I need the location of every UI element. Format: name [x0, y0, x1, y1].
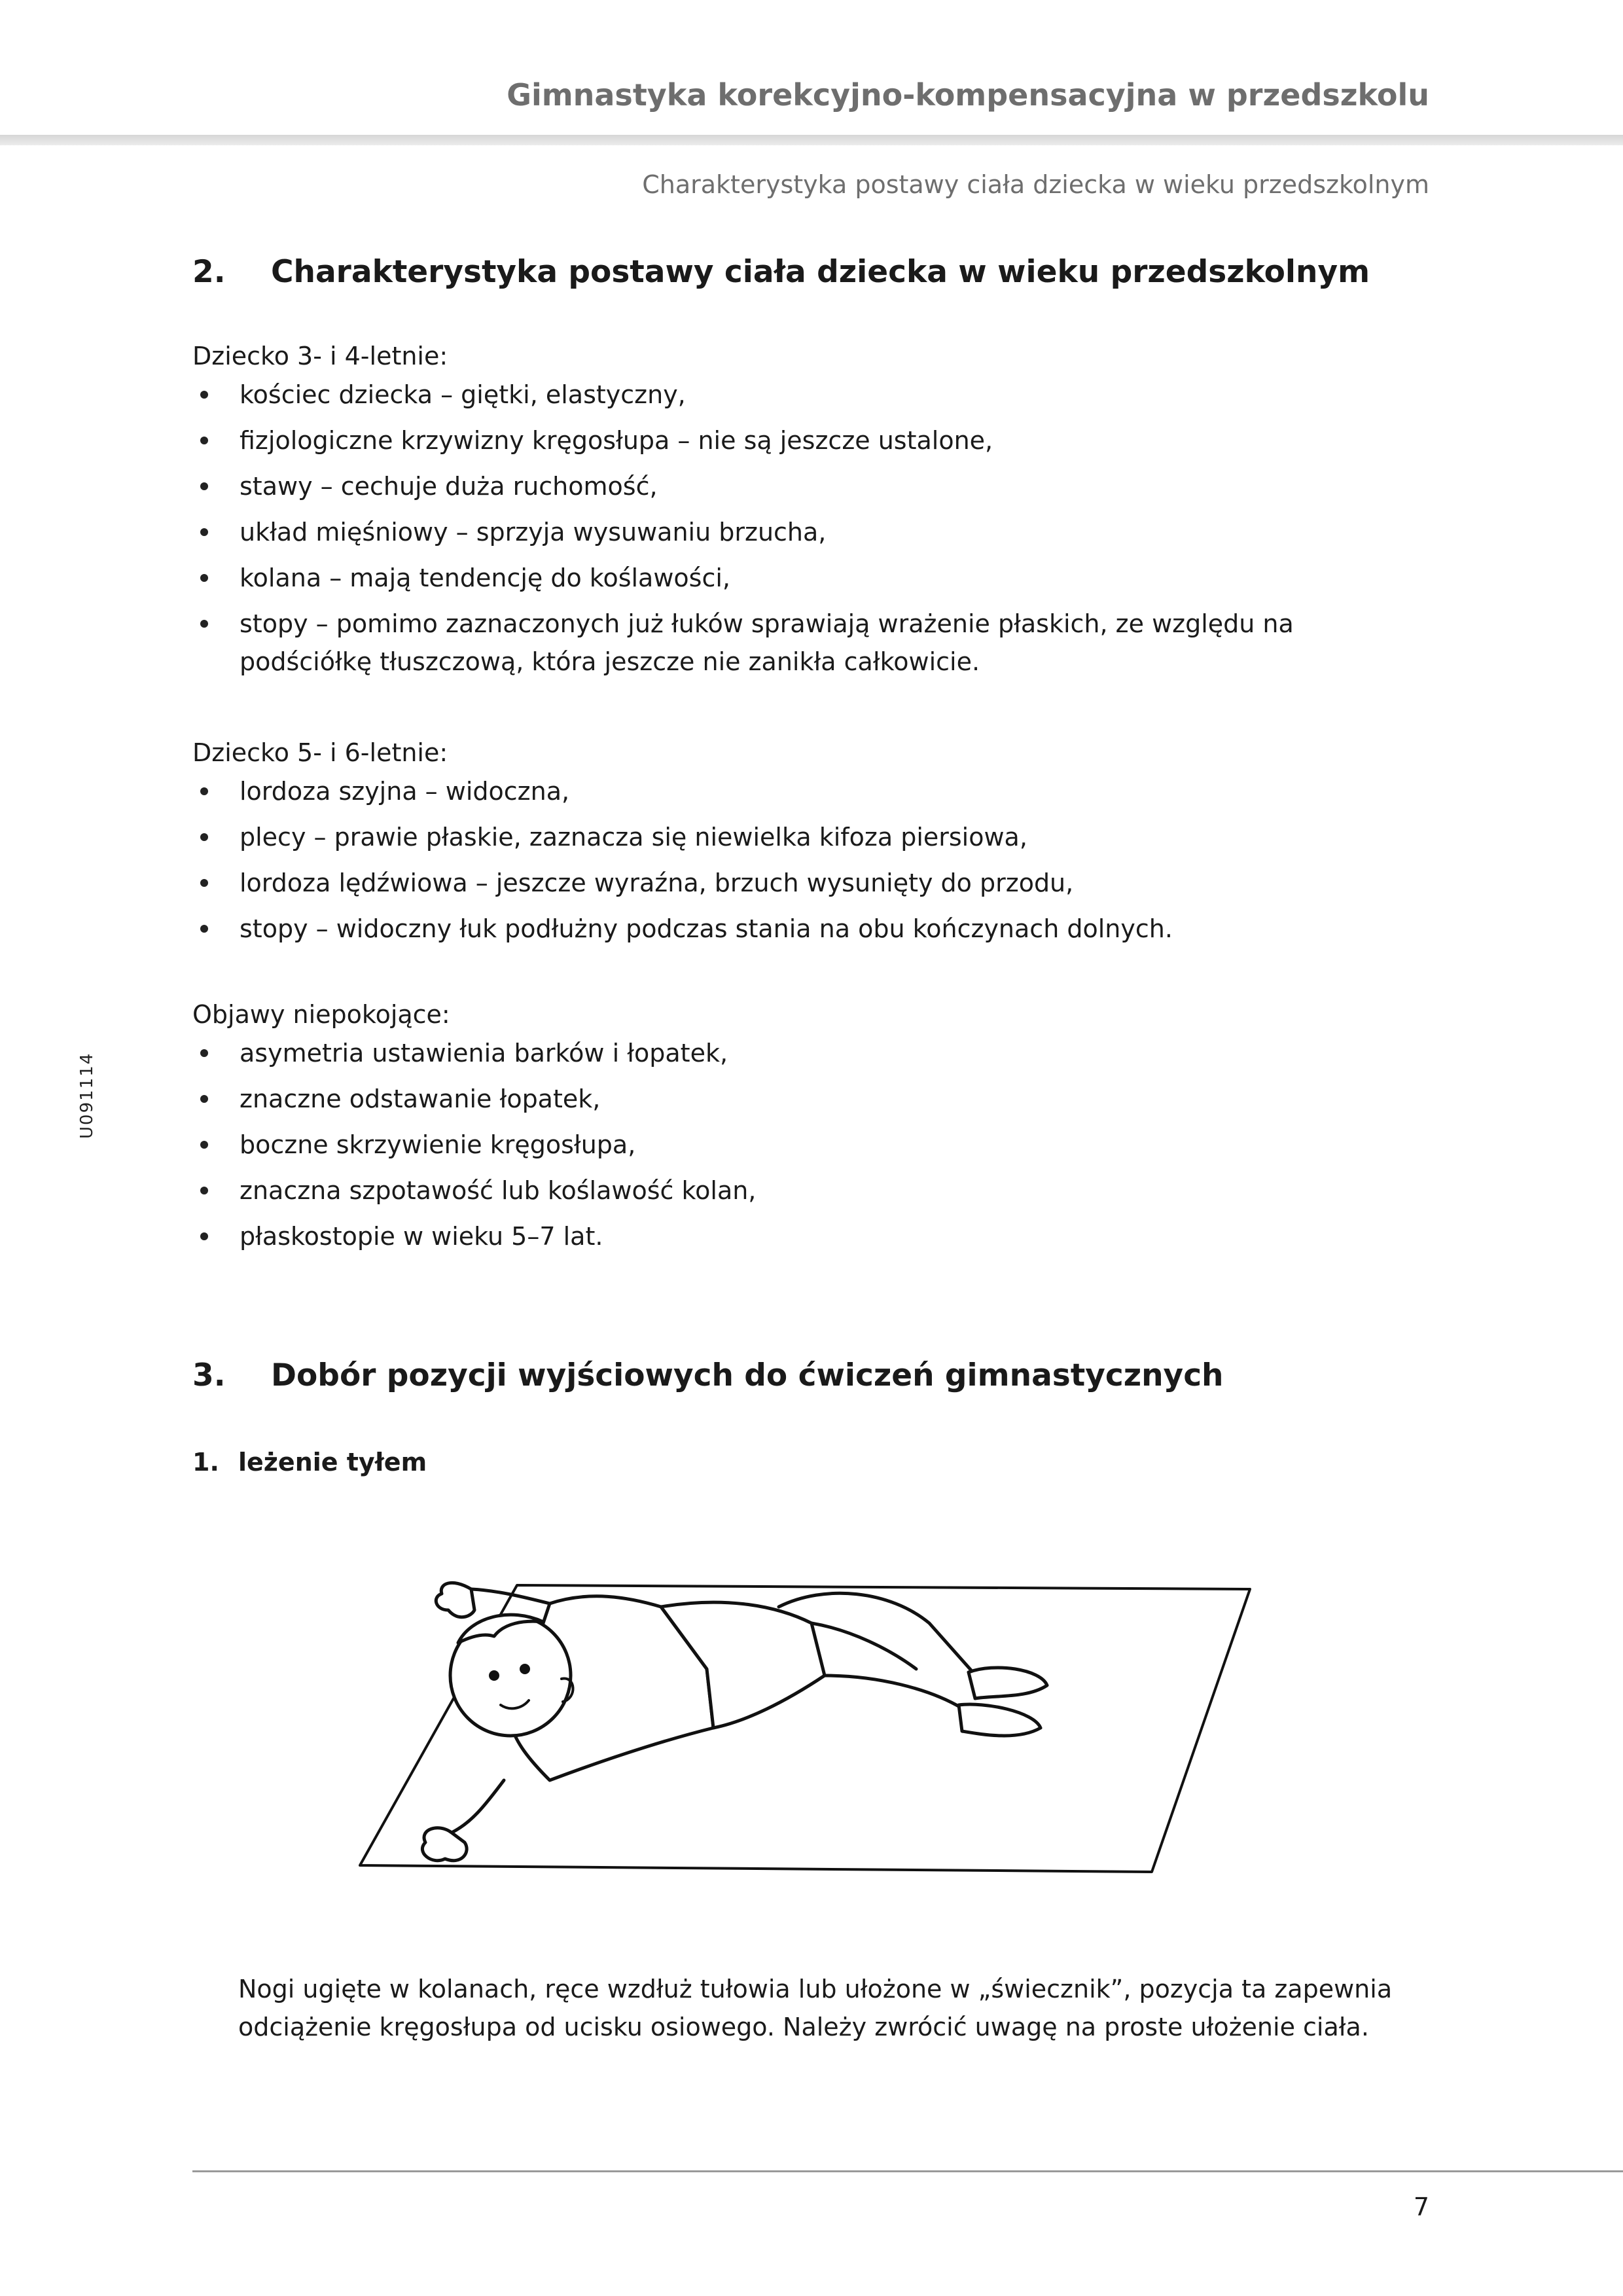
subsection-heading	[192, 1448, 1431, 1477]
lower-arm	[452, 1780, 504, 1833]
child-lying-illustration	[353, 1545, 1263, 1885]
section-2-title: Charakterystyka postawy ciała dziecka w wieku przedszkolnym	[271, 254, 1370, 290]
list-item: lordoza lędźwiowa – jeszcze wyraźna, brzuch wysunięty do przodu,	[192, 864, 1431, 902]
lower-leg	[825, 1676, 962, 1708]
list-item: stopy – pomimo zaznaczonych już łuków sprawiają wrażenie płaskich, ze względu na podściółkę tłuszczową, która jeszcze nie zanikła całkowicie.	[192, 605, 1431, 681]
list-item: znaczna szpotawość lub koślawość kolan,	[192, 1172, 1431, 1210]
list-item: płaskostopie w wieku 5–7 lat.	[192, 1217, 1431, 1255]
page-number: 7	[1413, 2193, 1429, 2221]
leg-back	[812, 1623, 916, 1669]
subsection-heading-block	[192, 1448, 1431, 1477]
footer-rule	[192, 2170, 1623, 2172]
section-2-heading	[192, 254, 1431, 290]
foot-upper	[969, 1668, 1047, 1698]
list-item: boczne skrzywienie kręgosłupa,	[192, 1126, 1431, 1164]
lower-hand	[422, 1828, 467, 1861]
subsection-number: 1.	[192, 1448, 219, 1477]
section-3-heading-block	[192, 1357, 1431, 1393]
list-item: stawy – cechuje duża ruchomość,	[192, 467, 1431, 505]
group-intro: Dziecko 3- i 4-letnie:	[192, 342, 448, 370]
bullet-list	[192, 376, 1431, 681]
figure-caption: Nogi ugięte w kolanach, ręce wzdłuż tułowia lub ułożone w „świecznik”, pozycja ta zapewnia odciążenie kręgosłupa od ucisku osiowego. Należy zwrócić uwagę na proste ułożenie ciała.	[238, 1975, 1393, 2041]
section-3-number: 3.	[192, 1357, 226, 1393]
eye-left	[489, 1670, 499, 1681]
bullet-list	[192, 772, 1431, 948]
section-2-heading-block	[192, 254, 1431, 290]
upper-hand	[436, 1583, 474, 1617]
list-item: asymetria ustawienia barków i łopatek,	[192, 1034, 1431, 1072]
running-title: Gimnastyka korekcyjno-kompensacyjna w przedszkolu	[507, 77, 1429, 113]
section-3-heading	[192, 1357, 1431, 1393]
group-intro: Objawy niepokojące:	[192, 1000, 450, 1029]
group-5-6-years	[192, 738, 1431, 956]
section-3-title: Dobór pozycji wyjściowych do ćwiczeń gimnastycznych	[271, 1357, 1224, 1393]
list-item: plecy – prawie płaskie, zaznacza się niewielka kifoza piersiowa,	[192, 818, 1431, 856]
eye-right	[520, 1664, 530, 1674]
list-item: fizjologiczne krzywizny kręgosłupa – nie są jeszcze ustalone,	[192, 422, 1431, 459]
list-item: stopy – widoczny łuk podłużny podczas stania na obu kończynach dolnych.	[192, 910, 1431, 948]
foot-lower	[959, 1704, 1041, 1736]
header-band	[0, 135, 1623, 145]
running-subtitle: Charakterystyka postawy ciała dziecka w wieku przedszkolnym	[642, 170, 1429, 199]
section-2-number: 2.	[192, 254, 226, 290]
list-item: lordoza szyjna – widoczna,	[192, 772, 1431, 810]
group-warning-signs	[192, 1000, 1431, 1263]
list-item: kościec dziecka – giętki, elastyczny,	[192, 376, 1431, 414]
side-code: U091114	[77, 1052, 97, 1139]
group-3-4-years	[192, 342, 1431, 689]
subsection-title: leżenie tyłem	[238, 1448, 427, 1477]
list-item: kolana – mają tendencję do koślawości,	[192, 559, 1431, 597]
list-item: znaczne odstawanie łopatek,	[192, 1080, 1431, 1118]
bullet-list	[192, 1034, 1431, 1255]
group-intro: Dziecko 5- i 6-letnie:	[192, 738, 448, 767]
list-item: układ mięśniowy – sprzyja wysuwaniu brzucha,	[192, 513, 1431, 551]
